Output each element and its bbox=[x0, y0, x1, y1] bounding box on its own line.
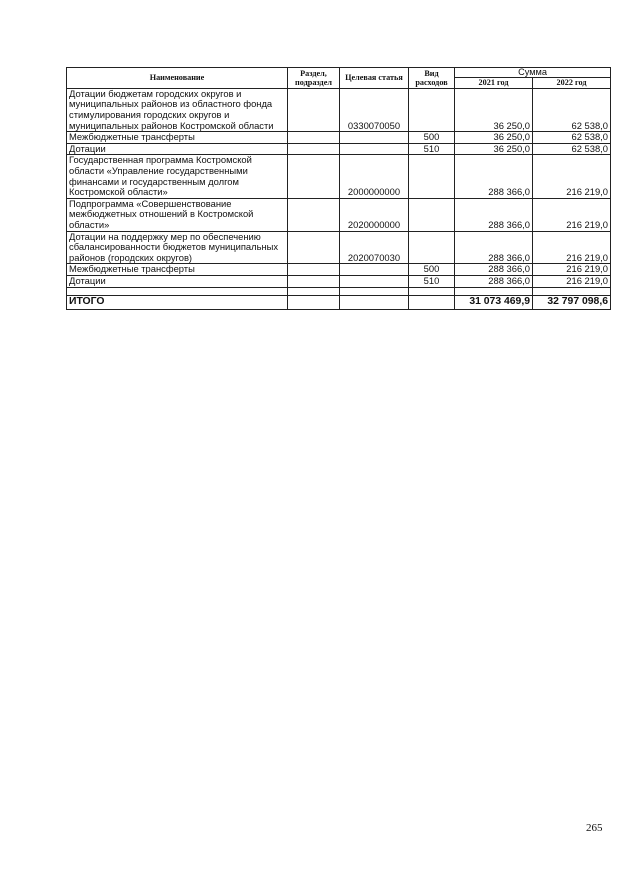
empty-cell bbox=[288, 295, 340, 309]
row-name: Дотации бюджетам городских округов и муниципальных районов из областного фонда стимулирования городских округов и муниципальных районов Костромской области bbox=[67, 88, 288, 131]
row-value-2021: 288 366,0 bbox=[455, 264, 533, 276]
row-name: Подпрограмма «Совершенствование межбюджетных отношений в Костромской области» bbox=[67, 198, 288, 231]
row-value-2021: 288 366,0 bbox=[455, 275, 533, 287]
header-2022: 2022 год bbox=[533, 78, 611, 88]
empty-cell bbox=[288, 287, 340, 295]
row-section bbox=[288, 155, 340, 198]
row-kind: 510 bbox=[409, 275, 455, 287]
table-row bbox=[67, 155, 611, 198]
budget-table bbox=[66, 67, 611, 310]
empty-cell bbox=[455, 287, 533, 295]
table-row bbox=[67, 231, 611, 264]
row-name: Межбюджетные трансферты bbox=[67, 264, 288, 276]
header-2021: 2021 год bbox=[455, 78, 533, 88]
row-target bbox=[340, 143, 409, 155]
empty-cell bbox=[67, 287, 288, 295]
row-section bbox=[288, 88, 340, 131]
row-name: Межбюджетные трансферты bbox=[67, 132, 288, 144]
row-value-2021: 36 250,0 bbox=[455, 88, 533, 131]
row-value-2021: 36 250,0 bbox=[455, 143, 533, 155]
row-value-2021: 288 366,0 bbox=[455, 155, 533, 198]
header-kind: Вид расходов bbox=[409, 68, 455, 89]
empty-cell bbox=[409, 287, 455, 295]
row-section bbox=[288, 275, 340, 287]
table-row bbox=[67, 88, 611, 131]
empty-row bbox=[67, 287, 611, 295]
row-value-2022: 216 219,0 bbox=[533, 275, 611, 287]
table-row bbox=[67, 275, 611, 287]
header-sum: Сумма bbox=[455, 68, 611, 78]
header-name: Наименование bbox=[67, 68, 288, 89]
header-section: Раздел, подраздел bbox=[288, 68, 340, 89]
row-kind: 510 bbox=[409, 143, 455, 155]
row-section bbox=[288, 132, 340, 144]
row-kind bbox=[409, 88, 455, 131]
table-row bbox=[67, 132, 611, 144]
row-target bbox=[340, 275, 409, 287]
total-value-2021: 31 073 469,9 bbox=[455, 295, 533, 309]
table-row bbox=[67, 143, 611, 155]
row-value-2022: 216 219,0 bbox=[533, 264, 611, 276]
row-section bbox=[288, 143, 340, 155]
header-target: Целевая статья bbox=[340, 68, 409, 89]
row-name: Дотации bbox=[67, 143, 288, 155]
row-name: Государственная программа Костромской области «Управление государственными финансами и государственным долгом Костромской области» bbox=[67, 155, 288, 198]
empty-cell bbox=[340, 287, 409, 295]
row-value-2022: 216 219,0 bbox=[533, 198, 611, 231]
row-value-2021: 288 366,0 bbox=[455, 198, 533, 231]
total-row bbox=[67, 295, 611, 309]
empty-cell bbox=[533, 287, 611, 295]
row-section bbox=[288, 264, 340, 276]
row-value-2021: 288 366,0 bbox=[455, 231, 533, 264]
row-value-2022: 62 538,0 bbox=[533, 88, 611, 131]
row-name: Дотации на поддержку мер по обеспечению сбалансированности бюджетов муниципальных районов (городских округов) bbox=[67, 231, 288, 264]
total-label: ИТОГО bbox=[67, 295, 288, 309]
row-section bbox=[288, 198, 340, 231]
row-target bbox=[340, 132, 409, 144]
page-number: 265 bbox=[586, 822, 603, 834]
row-section bbox=[288, 231, 340, 264]
row-value-2022: 62 538,0 bbox=[533, 132, 611, 144]
empty-cell bbox=[340, 295, 409, 309]
row-target: 2020000000 bbox=[340, 198, 409, 231]
row-target: 2000000000 bbox=[340, 155, 409, 198]
row-value-2022: 216 219,0 bbox=[533, 155, 611, 198]
row-kind: 500 bbox=[409, 132, 455, 144]
row-value-2022: 62 538,0 bbox=[533, 143, 611, 155]
row-name: Дотации bbox=[67, 275, 288, 287]
row-target: 0330070050 bbox=[340, 88, 409, 131]
row-kind bbox=[409, 231, 455, 264]
row-value-2021: 36 250,0 bbox=[455, 132, 533, 144]
row-kind bbox=[409, 198, 455, 231]
table-row bbox=[67, 198, 611, 231]
row-target: 2020070030 bbox=[340, 231, 409, 264]
row-kind bbox=[409, 155, 455, 198]
total-value-2022: 32 797 098,6 bbox=[533, 295, 611, 309]
empty-cell bbox=[409, 295, 455, 309]
row-target bbox=[340, 264, 409, 276]
table-row bbox=[67, 264, 611, 276]
row-value-2022: 216 219,0 bbox=[533, 231, 611, 264]
row-kind: 500 bbox=[409, 264, 455, 276]
